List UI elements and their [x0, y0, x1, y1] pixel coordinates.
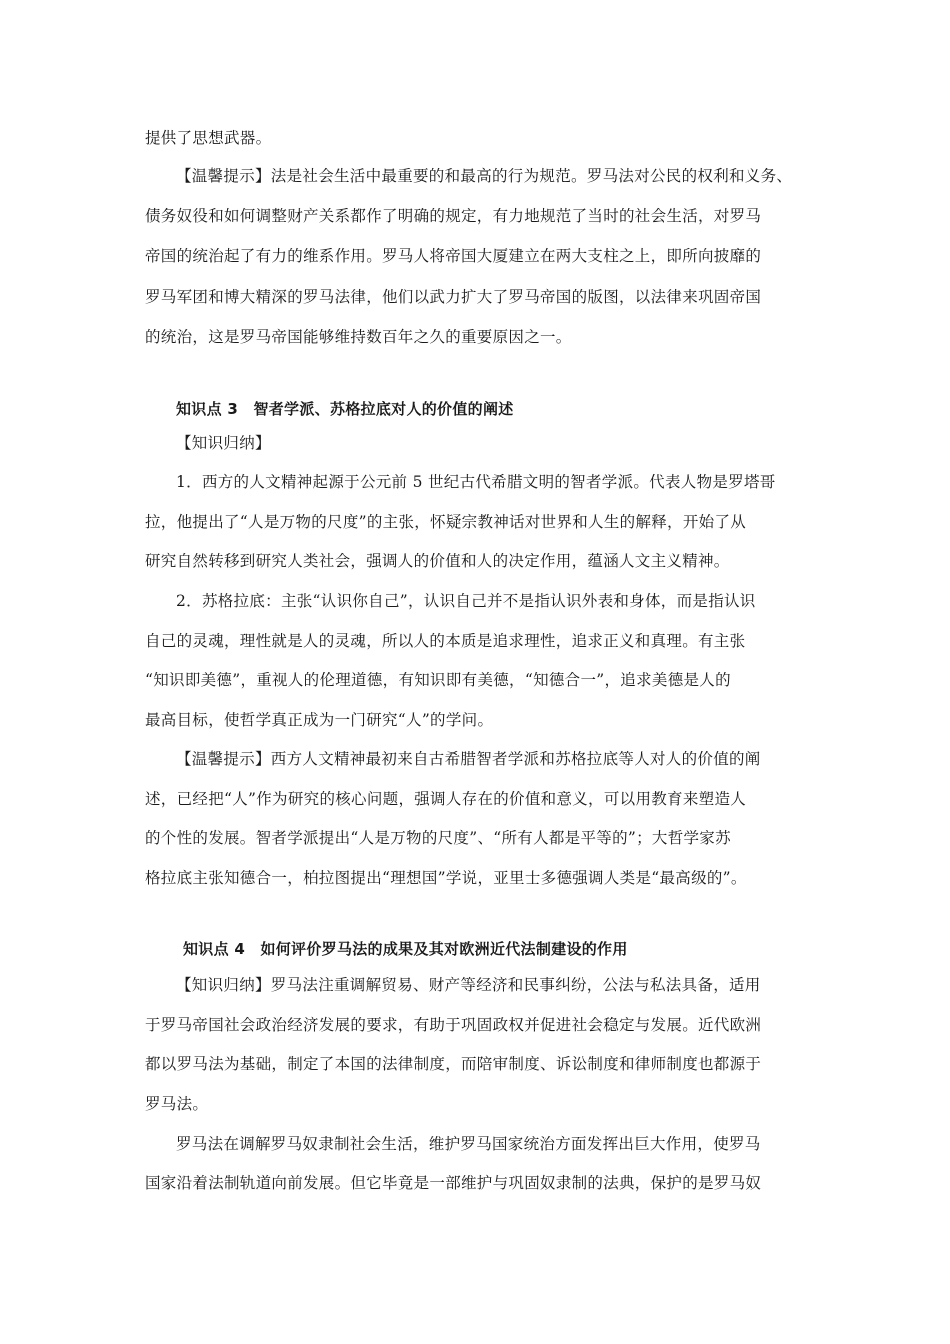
section-heading-4: 知识点 4 如何评价罗马法的成果及其对欧洲近代法制建设的作用 [183, 940, 628, 958]
paragraph-line: 罗马军团和博大精深的罗马法律，他们以武力扩大了罗马帝国的版图，以法律来巩固帝国 [145, 288, 762, 306]
paragraph-line: 拉，他提出了“人是万物的尺度”的主张，怀疑宗教神话对世界和人生的解释，开始了从 [145, 513, 747, 531]
paragraph-line: 研究自然转移到研究人类社会，强调人的价值和人的决定作用，蕴涵人文主义精神。 [145, 552, 730, 570]
paragraph-line: 国家沿着法制轨道向前发展。但它毕竟是一部维护与巩固奴隶制的法典，保护的是罗马奴 [145, 1174, 762, 1192]
paragraph-line: 自己的灵魂，理性就是人的灵魂，所以人的本质是追求理性，追求正义和真理。有主张 [145, 632, 746, 650]
paragraph-line: 的统治，这是罗马帝国能够维持数百年之久的重要原因之一。 [145, 328, 572, 346]
paragraph-line: 格拉底主张知德合一，柏拉图提出“理想国”学说，亚里士多德强调人类是“最高级的”。 [145, 869, 747, 887]
paragraph-line: 最高目标，使哲学真正成为一门研究“人”的学问。 [145, 711, 494, 729]
paragraph-line: 提供了思想武器。 [145, 129, 272, 147]
paragraph-line: 于罗马帝国社会政治经济发展的要求，有助于巩固政权并促进社会稳定与发展。近代欧洲 [145, 1016, 762, 1034]
paragraph-line: 的个性的发展。智者学派提出“人是万物的尺度”、“所有人都是平等的”；大哲学家苏 [145, 829, 731, 847]
tip-paragraph-line: 【温馨提示】西方人文精神最初来自古希腊智者学派和苏格拉底等人对人的价值的阐 [176, 750, 761, 768]
paragraph-line: 1．西方的人文精神起源于公元前 5 世纪古代希腊文明的智者学派。代表人物是罗塔哥 [176, 473, 776, 491]
paragraph-line: 【知识归纳】罗马法注重调解贸易、财产等经济和民事纠纷，公法与私法具备，适用 [176, 976, 761, 994]
paragraph-line: “知识即美德”，重视人的伦理道德，有知识即有美德，“知德合一”，追求美德是人的 [145, 671, 731, 689]
paragraph-line: 述，已经把“人”作为研究的核心问题，强调人存在的价值和意义，可以用教育来塑造人 [145, 790, 747, 808]
paragraph-line: 都以罗马法为基础，制定了本国的法律制度，而陪审制度、诉讼制度和律师制度也都源于 [145, 1055, 762, 1073]
paragraph-line: 债务奴役和如何调整财产关系都作了明确的规定，有力地规范了当时的社会生活，对罗马 [145, 207, 762, 225]
section-heading-3: 知识点 3 智者学派、苏格拉底对人的价值的阐述 [176, 400, 514, 418]
tip-paragraph-line: 【温馨提示】法是社会生活中最重要的和最高的行为规范。罗马法对公民的权利和义务、 [176, 167, 793, 185]
paragraph-line: 罗马法。 [145, 1095, 209, 1113]
paragraph-line: 罗马法在调解罗马奴隶制社会生活，维护罗马国家统治方面发挥出巨大作用，使罗马 [176, 1135, 761, 1153]
paragraph-line: 帝国的统治起了有力的维系作用。罗马人将帝国大厦建立在两大支柱之上，即所向披靡的 [145, 247, 762, 265]
knowledge-summary-label: 【知识归纳】 [176, 434, 271, 452]
paragraph-line: 2．苏格拉底：主张“认识你自己”，认识自己并不是指认识外表和身体，而是指认识 [176, 592, 756, 610]
